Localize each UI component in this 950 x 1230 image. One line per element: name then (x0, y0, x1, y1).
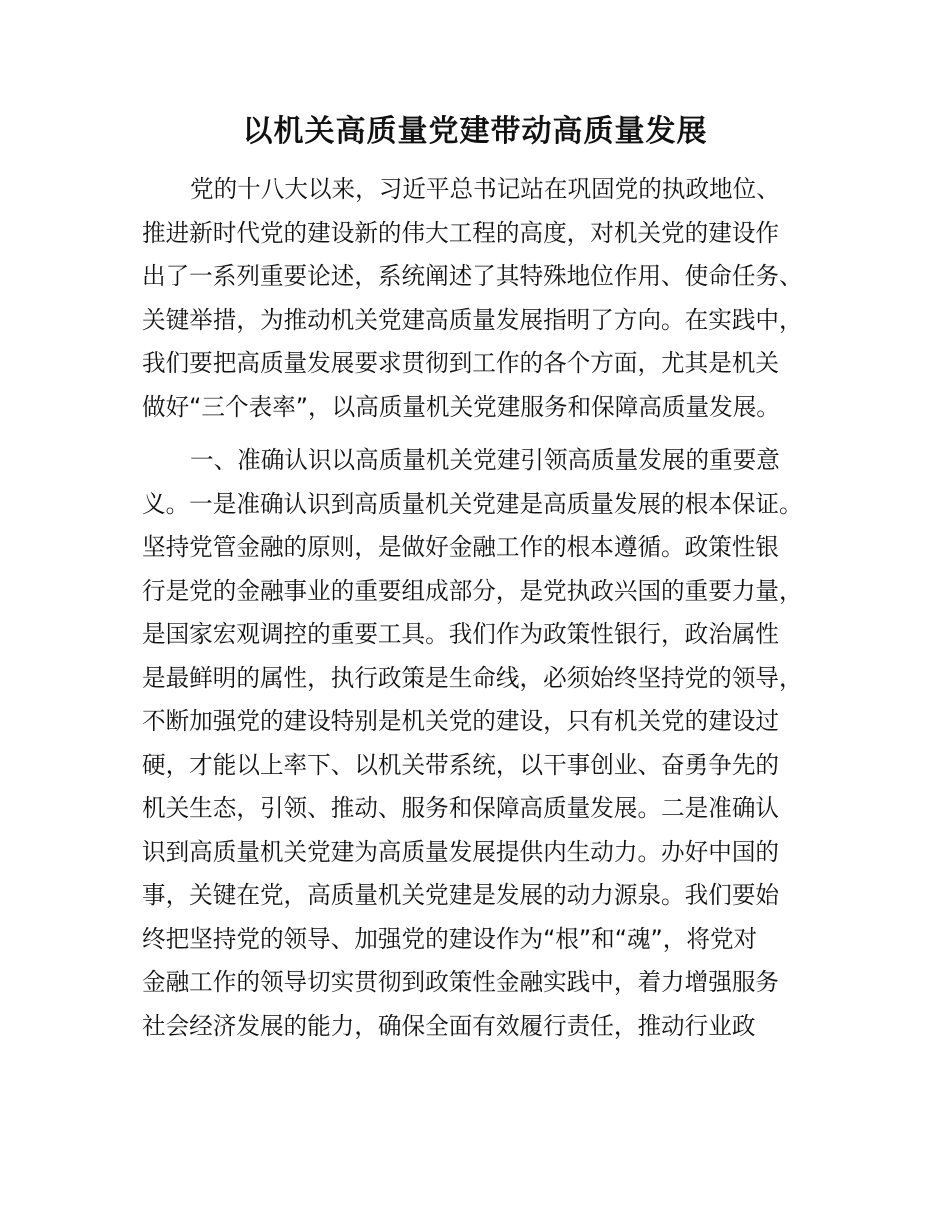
text-line: 识到高质量机关党建为高质量发展提供内生动力。办好中国的 (142, 837, 780, 866)
text-line: 出了一系列重要论述，系统阐述了其特殊地位作用、使命任务、 (142, 262, 803, 290)
text-line: 终把坚持党的领导、加强党的建设作为“根”和“魂”，将党对 (142, 924, 758, 953)
text-line: 硬，才能以上率下、以机关带系统，以干事创业、奋勇争先的 (142, 750, 780, 779)
text-line: 金融工作的领导切实贯彻到政策性金融实践中，着力增强服务 (142, 968, 780, 996)
text-line: 我们要把高质量发展要求贯彻到工作的各个方面，尤其是机关 (142, 349, 780, 377)
text-line: 社会经济发展的能力，确保全面有效履行责任，推动行业政 (142, 1011, 756, 1040)
text-line: 做好“三个表率”，以高质量机关党建服务和保障高质量发展。 (142, 392, 780, 421)
text-line: 是国家宏观调控的重要工具。我们作为政策性银行，政治属性 (142, 620, 780, 648)
text-line: 是最鲜明的属性，执行政策是生命线，必须始终坚持党的领导， (142, 663, 803, 692)
document-body (142, 168, 832, 1058)
text-line: 行是党的金融事业的重要组成部分，是党执政兴国的重要力量， (142, 576, 803, 605)
text-line: 事，关键在党，高质量机关党建是发展的动力源泉。我们要始 (142, 881, 780, 909)
paragraph (142, 439, 832, 1048)
document-title: 以机关高质量党建带动高质量发展 (242, 114, 708, 149)
text-line: 一、准确认识以高质量机关党建引领高质量发展的重要意 (190, 446, 780, 474)
text-line: 党的十八大以来，习近平总书记站在巩固党的执政地位、 (190, 175, 780, 203)
text-line: 关键举措，为推动机关党建高质量发展指明了方向。在实践中， (142, 305, 803, 334)
text-line: 义。一是准确认识到高质量机关党建是高质量发展的根本保证。 (142, 489, 803, 518)
text-line: 坚持党管金融的原则，是做好金融工作的根本遵循。政策性银 (142, 533, 780, 561)
text-line: 机关生态，引领、推动、服务和保障高质量发展。二是准确认 (142, 794, 780, 822)
text-line: 推进新时代党的建设新的伟大工程的高度，对机关党的建设作 (142, 218, 780, 247)
text-line: 不断加强党的建设特别是机关党的建设，只有机关党的建设过 (142, 707, 780, 735)
paragraph (142, 168, 832, 429)
